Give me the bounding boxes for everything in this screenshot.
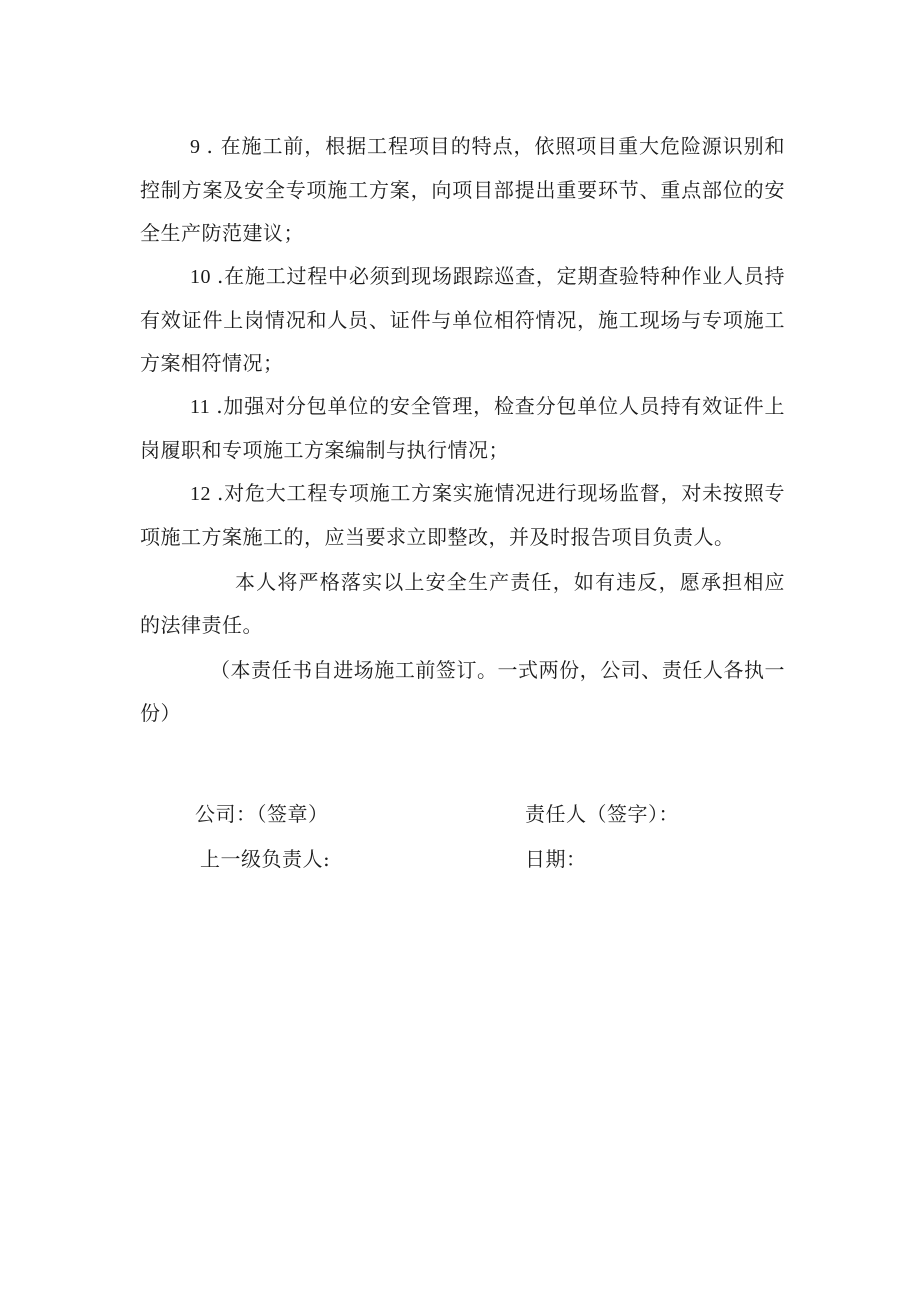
clause-12	[140, 472, 785, 559]
clause-text: .在施工过程中必须到现场跟踪巡查，定期查验特种作业人员持有效证件上岗情况和人员、证件与单位相符情况，施工现场与专项施工方案相符情况；	[140, 264, 785, 375]
clause-text: .加强对分包单位的安全管理，检查分包单位人员持有效证件上岗履职和专项施工方案编制与执行情况；	[140, 394, 785, 462]
pledge-statement: 本人将严格落实以上安全生产责任，如有违反，愿承担相应的法律责任。	[140, 570, 785, 637]
clause-number: 12	[190, 483, 211, 505]
responsible-signature-label: 责任人（签字）：	[525, 802, 679, 826]
clause-number: 9	[190, 136, 201, 158]
signing-note: （本责任书自进场施工前签订。一式两份，公司、责任人各执一份）	[140, 658, 785, 725]
clause-text: .对危大工程专项施工方案实施情况进行现场监督，对未按照专项施工方案施工的，应当要求立即整改，并及时报告项目负责人。	[140, 481, 785, 549]
superior-label: 上一级负责人:	[200, 847, 331, 871]
company-seal-label: 公司：（签章）	[195, 802, 329, 826]
clause-9	[140, 125, 785, 255]
clause-10	[140, 255, 785, 385]
document-body	[140, 125, 785, 735]
clause-11	[140, 385, 785, 472]
clause-number: 11	[190, 396, 211, 418]
clause-number: 10	[190, 266, 211, 288]
date-label: 日期：	[525, 847, 587, 871]
clause-text: . 在施工前，根据工程项目的特点，依照项目重大危险源识别和控制方案及安全专项施工方案，向项目部提出重要环节、重点部位的安全生产防范建议；	[140, 134, 785, 245]
